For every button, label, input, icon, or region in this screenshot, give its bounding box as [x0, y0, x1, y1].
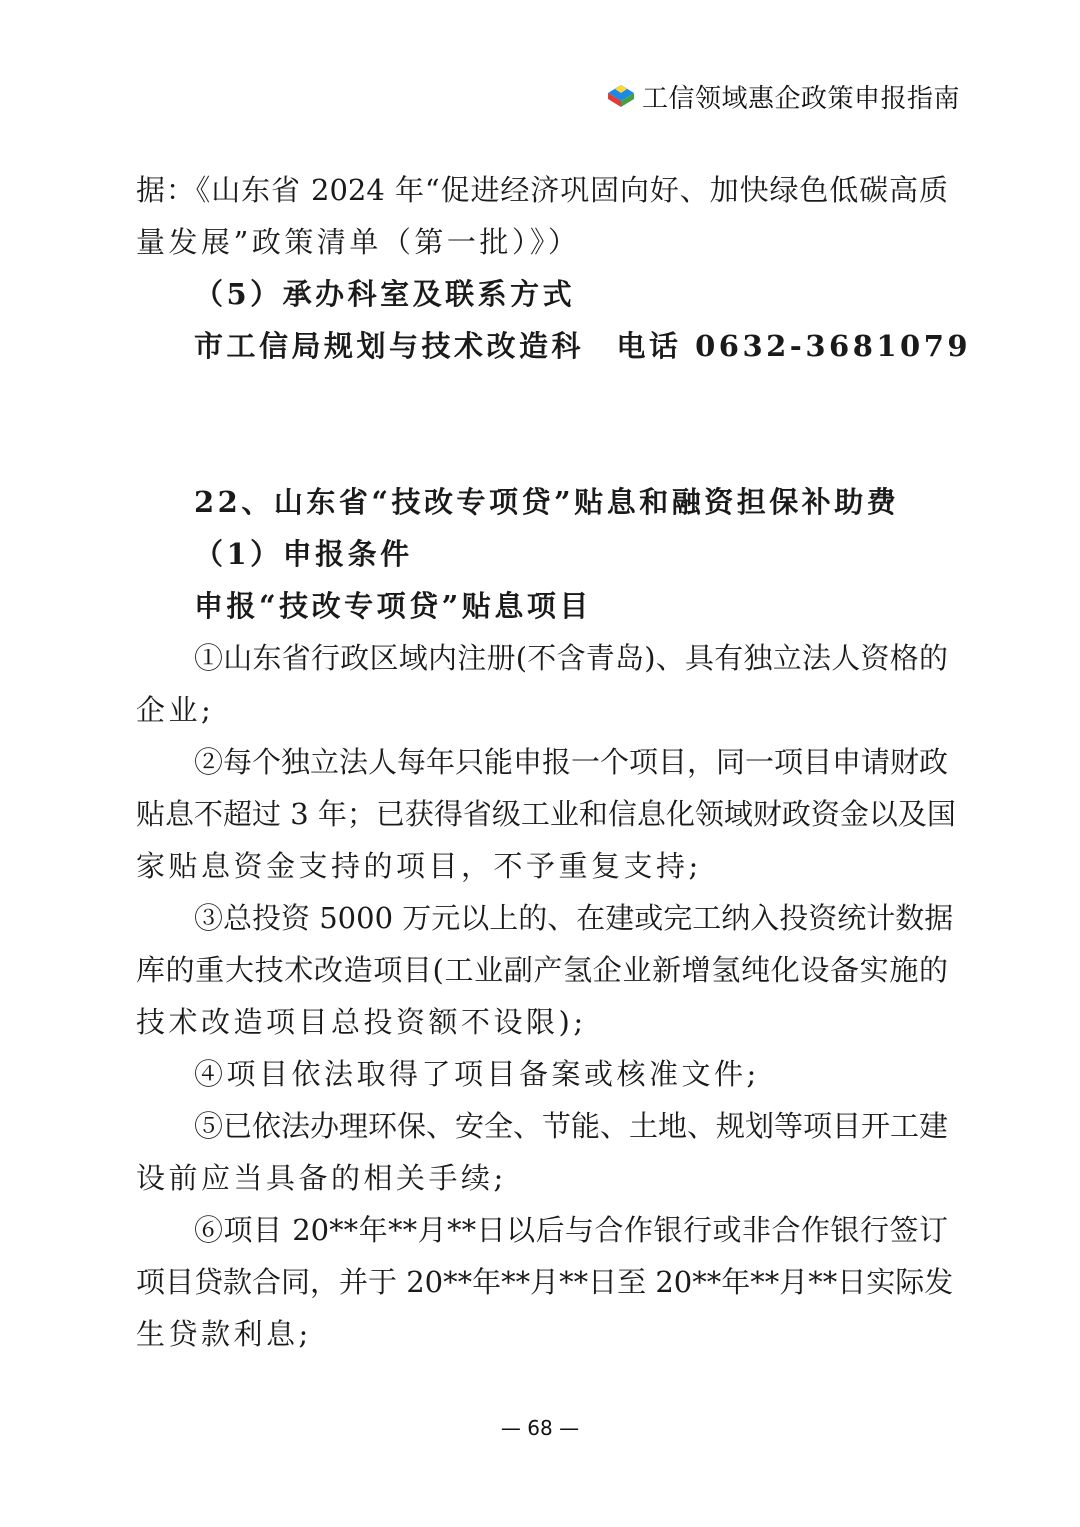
document-body [136, 164, 972, 1360]
stacked-chevron-logo-icon [606, 81, 636, 111]
condition-1-line: ①山东省行政区域内注册(不含青岛)、具有独立法人资格的 [194, 641, 948, 675]
guide-title: 工信领域惠企政策申报指南 [642, 83, 961, 114]
condition-3-line: 技术改造项目总投资额不设限); [136, 1005, 587, 1039]
condition-5-line: ⑤已依法办理环保、安全、节能、土地、规划等项目开工建 [194, 1109, 949, 1143]
subsection-heading-conditions: （1）申报条件 [194, 537, 413, 571]
paragraph-line: 据：《山东省 2024 年“促进经济巩固向好、加快绿色低碳高质 [136, 173, 948, 207]
condition-2-line: 贴息不超过 3 年；已获得省级工业和信息化领域财政资金以及国 [136, 797, 956, 831]
condition-2-line: 家贴息资金支持的项目，不予重复支持; [136, 849, 702, 883]
page-number: — 68 — [500, 1416, 580, 1440]
condition-2-line: ②每个独立法人每年只能申报一个项目，同一项目申请财政 [194, 745, 949, 779]
condition-5-line: 设前应当具备的相关手续; [136, 1161, 507, 1195]
condition-3-line: 库的重大技术改造项目(工业副产氢企业新增氢纯化设备实施的 [136, 953, 948, 987]
condition-6-line: ⑥项目 20**年**月**日以后与合作银行或非合作银行签订 [194, 1213, 948, 1247]
contact-info: 市工信局规划与技术改造科 电话 0632-3681079 [194, 329, 972, 363]
section-gap [136, 372, 948, 476]
subsection-heading-project: 申报“技改专项贷”贴息项目 [194, 589, 592, 623]
condition-3-line: ③总投资 5000 万元以上的、在建或完工纳入投资统计数据 [194, 901, 954, 935]
condition-6-line: 生贷款利息; [136, 1317, 312, 1351]
paragraph-line: 量发展”政策清单（第一批）》） [136, 225, 581, 259]
condition-1-line: 企业; [136, 693, 215, 727]
condition-4-line: ④项目依法取得了项目备案或核准文件; [194, 1057, 760, 1091]
condition-6-line: 项目贷款合同，并于 20**年**月**日至 20**年**月**日实际发 [136, 1265, 954, 1299]
subsection-heading-contact: （5）承办科室及联系方式 [194, 277, 576, 311]
section-heading-22: 22、山东省“技改专项贷”贴息和融资担保补助费 [194, 485, 900, 519]
page-header [606, 76, 960, 116]
